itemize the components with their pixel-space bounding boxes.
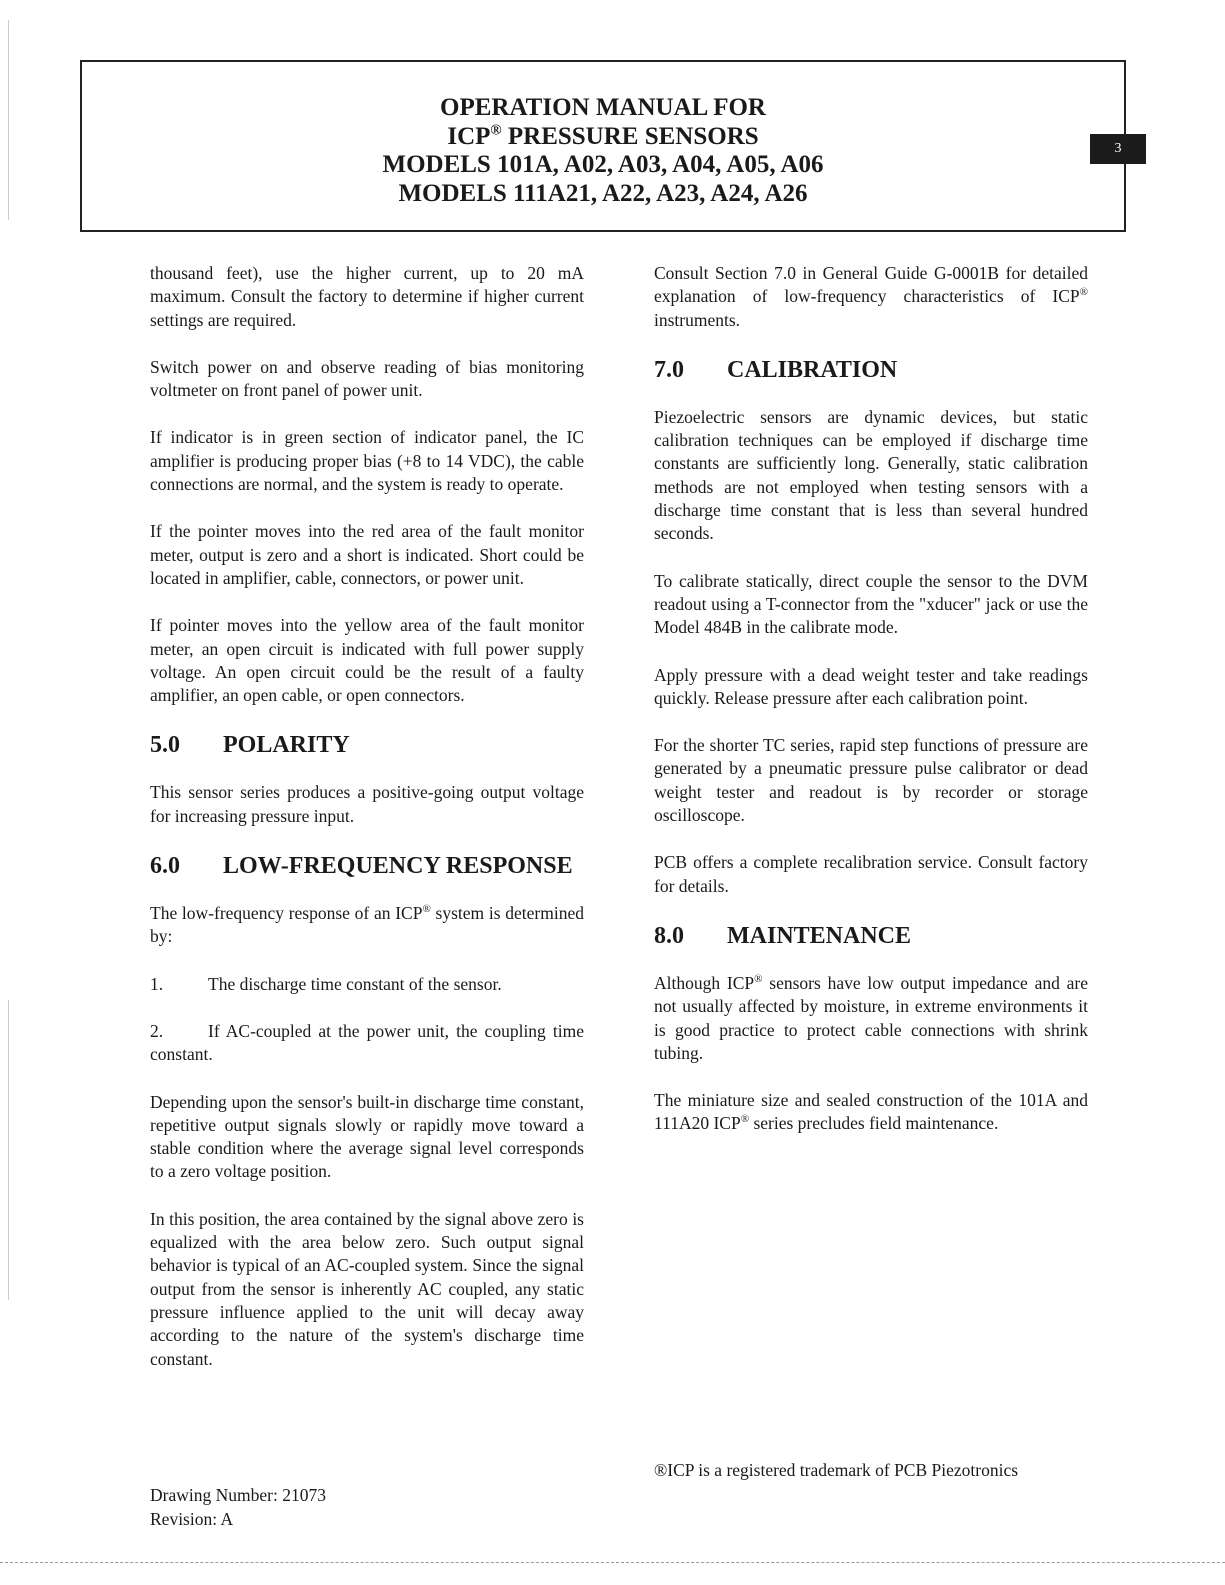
drawing-number: Drawing Number: 21073 xyxy=(150,1485,326,1505)
text-run: The miniature size and sealed construction of the 101A and 111A20 ICP xyxy=(654,1090,1088,1134)
section-number: 5.0 xyxy=(150,732,180,759)
paragraph: If the pointer moves into the red area of the fault monitor meter, output is zero and a short is indicated. Short could be located in amplifier, cable, connectors, or power unit. xyxy=(150,521,584,588)
page-number-tab: 3 xyxy=(1090,134,1146,164)
registered-mark: ® xyxy=(490,122,502,139)
list-number: 2. xyxy=(150,1020,164,1041)
list-text: The discharge time constant of the sensor. xyxy=(208,973,502,994)
list-text: If AC-coupled at the power unit, the coupling time constant. xyxy=(150,1020,584,1065)
paragraph: Depending upon the sensor's built-in discharge time constant, repetitive output signals slowly or rapidly move toward a stable condition where the average signal level corresponds to a zero voltage position. xyxy=(150,1091,584,1182)
title-icp: ICP xyxy=(447,122,491,150)
left-column xyxy=(150,262,584,1395)
paragraph: To calibrate statically, direct couple the sensor to the DVM readout using a T-connector from the "xducer" jack or use the Model 484B in the calibrate mode. xyxy=(654,570,1088,638)
trademark-notice: ®ICP is a registered trademark of PCB Piezotronics xyxy=(654,1460,1019,1480)
drawing-info xyxy=(150,1483,326,1531)
paragraph: PCB offers a complete recalibration service. Consult factory for details. xyxy=(654,852,1088,896)
title-line-4: MODELS 111A21, A22, A23, A24, A26 xyxy=(398,179,808,207)
registered-mark: ® xyxy=(1079,286,1088,299)
text-run: system is determined by: xyxy=(150,903,584,947)
title-line-2 xyxy=(82,123,1124,152)
paragraph xyxy=(150,902,584,949)
section-heading-calibration xyxy=(654,356,1088,384)
title-box xyxy=(80,60,1126,232)
text-run: Although ICP xyxy=(654,972,755,993)
paragraph xyxy=(654,262,1088,332)
section-title: LOW-FREQUENCY RESPONSE xyxy=(223,853,573,880)
list-number: 1. xyxy=(150,973,164,994)
paragraph: If pointer moves into the yellow area of the fault monitor meter, an open circuit is indicated with full power supply voltage. An open circuit could be the result of a faulty amplifier, an open cable, or open connectors. xyxy=(150,615,584,706)
paragraph: If indicator is in green section of indicator panel, the IC amplifier is producing proper bias (+8 to 14 VDC), the cable connections are normal, and the system is ready to operate. xyxy=(150,427,584,495)
section-title: MAINTENANCE xyxy=(727,922,912,949)
text-run: Consult Section 7.0 in General Guide G-0001B for detailed explanation of low-frequency characteristics of ICP xyxy=(654,263,1088,307)
section-number: 7.0 xyxy=(654,356,684,383)
registered-mark: ® xyxy=(422,903,431,916)
text-run: series precludes field maintenance. xyxy=(749,1113,999,1134)
section-heading-polarity xyxy=(150,731,584,759)
section-number: 8.0 xyxy=(654,922,684,949)
title-line-3: MODELS 101A, A02, A03, A04, A05, A06 xyxy=(382,151,824,178)
paragraph: Piezoelectric sensors are dynamic devices, but static calibration techniques can be employed if discharge time constants are sufficiently long. Generally, static calibration methods are not employed when testing sensors with a discharge time constant that is less than several hundred seconds. xyxy=(654,406,1088,544)
right-column xyxy=(654,262,1088,1160)
registered-mark: ® xyxy=(754,973,763,986)
paragraph: Switch power on and observe reading of bias monitoring voltmeter on front panel of power unit. xyxy=(150,356,584,401)
section-heading-maintenance xyxy=(654,922,1088,950)
text-run: The low-frequency response of an ICP xyxy=(150,903,423,924)
paragraph: For the shorter TC series, rapid step functions of pressure are generated by a pneumatic pressure pulse calibrator or dead weight tester and readout is by recorder or storage oscilloscope. xyxy=(654,735,1088,826)
section-title: POLARITY xyxy=(223,732,350,759)
text-run: sensors have low output impedance and are not usually affected by moisture, in extreme environments it is good practice to protect cable connections with shrink tubing. xyxy=(654,972,1088,1063)
paragraph xyxy=(654,1089,1088,1136)
title-pressure-sensors: PRESSURE SENSORS xyxy=(501,122,759,150)
registered-mark: ® xyxy=(740,1113,750,1126)
scan-edge-mark xyxy=(8,20,9,220)
section-title: CALIBRATION xyxy=(727,356,898,383)
paragraph: This sensor series produces a positive-going output voltage for increasing pressure input. xyxy=(150,782,584,826)
section-heading-low-frequency xyxy=(150,852,584,880)
section-number: 6.0 xyxy=(150,853,180,880)
paragraph: In this position, the area contained by the signal above zero is equalized with the area below zero. Such output signal behavior is typical of an AC-coupled system. Since the signal output from the sensor is inherently AC coupled, any static pressure influence applied to the unit will decay away according to the nature of the system's discharge time constant. xyxy=(150,1208,584,1369)
list-item xyxy=(150,1020,584,1067)
document-title xyxy=(82,94,1124,208)
scan-edge-mark xyxy=(8,1000,9,1300)
paragraph: thousand feet), use the higher current, up to 20 mA maximum. Consult the factory to determine if higher current settings are required. xyxy=(150,263,584,330)
list-item xyxy=(150,973,584,996)
revision: Revision: A xyxy=(150,1509,234,1529)
paragraph: Apply pressure with a dead weight tester and take readings quickly. Release pressure after each calibration point. xyxy=(654,664,1088,708)
text-run: instruments. xyxy=(654,309,741,330)
title-line-1: OPERATION MANUAL FOR xyxy=(440,94,766,121)
page-bottom-rule xyxy=(0,1562,1225,1563)
paragraph xyxy=(654,972,1088,1065)
